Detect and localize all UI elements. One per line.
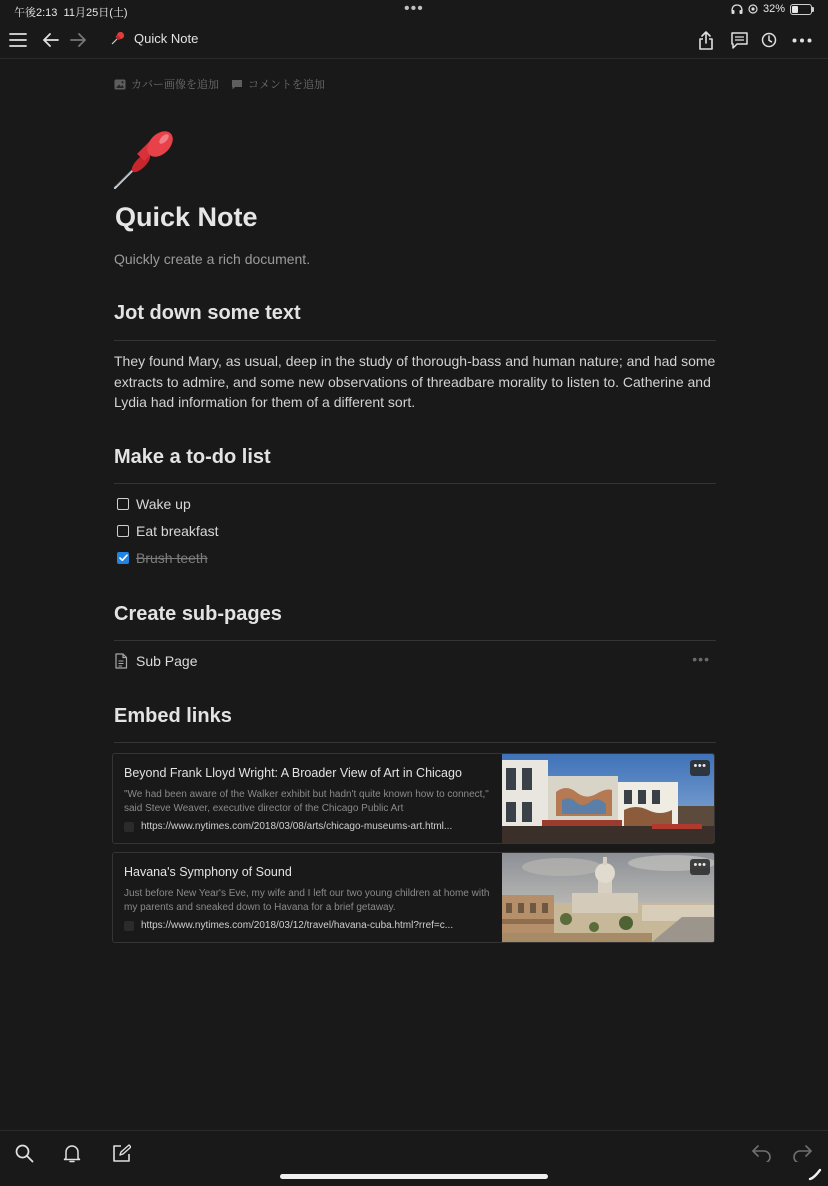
page-subtitle[interactable]: Quickly create a rich document. [114,251,311,267]
bookmark-url-row [124,821,494,832]
search-icon[interactable] [12,1141,36,1165]
favicon-icon [124,822,134,832]
todo-checkbox[interactable] [117,498,129,510]
status-bar [0,0,828,22]
location-lock-icon [748,4,758,14]
home-indicator[interactable] [280,1174,548,1179]
todo-item [117,523,219,539]
heading-todo-list[interactable]: Make a to-do list [114,446,271,468]
bottom-toolbar [0,1130,828,1186]
status-right [731,3,812,15]
sub-page-label: Sub Page [136,653,198,669]
comment-icon [231,79,243,90]
todo-item [117,496,191,512]
todo-checkbox-checked[interactable] [117,552,129,564]
bookmark-title: Beyond Frank Lloyd Wright: A Broader View of Art in Chicago [124,766,462,780]
page-title[interactable]: Quick Note [115,202,258,232]
bookmark-card[interactable] [112,753,715,844]
bookmark-url: https://www.nytimes.com/2018/03/12/travel/havana-cuba.html?rref=c... [141,920,454,931]
bookmark-url-row [124,920,494,931]
document-icon [114,653,128,669]
forward-arrow-icon[interactable] [66,28,90,52]
bookmark-thumbnail-havana [502,853,714,942]
pushpin-icon [110,30,126,46]
multitasking-dots-icon[interactable]: ••• [404,0,424,17]
checkmark-icon [119,554,128,562]
todo-label[interactable]: Wake up [136,496,191,512]
page-meta-actions [114,76,325,92]
bookmark-title: Havana's Symphony of Sound [124,865,292,879]
bookmark-description: Just before New Year's Eve, my wife and I left our two young children at home with my parents and sneaked down to Havana for a brief getaway. [124,888,490,913]
menu-icon[interactable] [6,28,30,52]
add-cover-button[interactable]: カバー画像を追加 [114,76,219,92]
pencil-handle-icon[interactable] [808,1167,822,1181]
bookmark-card[interactable] [112,852,715,943]
bell-icon[interactable] [60,1141,84,1165]
breadcrumb[interactable] [110,30,198,46]
status-time: 午後2:13 11月25日(土) [14,7,128,19]
top-toolbar [0,22,828,59]
heading-divider [114,483,716,484]
history-clock-icon[interactable] [757,28,781,52]
add-comment-button[interactable]: コメントを追加 [231,76,325,92]
sub-page-more-icon[interactable]: ••• [692,651,710,667]
back-arrow-icon[interactable] [39,28,63,52]
bookmark-description: "We had been aware of the Walker exhibit but hadn't quite known how to connect," said Steve Weaver, executive director of the Chicago Public Art [124,789,489,814]
bookmark-text [124,865,494,931]
todo-label[interactable]: Brush teeth [136,550,208,566]
text-paragraph[interactable]: They found Mary, as usual, deep in the study of thorough-bass and human nature; and had some extracts to admire, and some new observations of threadbare morality to listen to. Catherine and Lydia had information for them of a different sort. [114,353,716,410]
todo-label[interactable]: Eat breakfast [136,523,219,539]
heading-embed-links[interactable]: Embed links [114,705,232,727]
battery-percent: 32% [762,3,785,15]
heading-sub-pages[interactable]: Create sub-pages [114,603,282,625]
heading-divider [114,340,716,341]
favicon-icon [124,921,134,931]
bookmark-thumbnail-chicago [502,754,714,843]
heading-divider [114,640,716,641]
pushpin-icon[interactable] [112,122,182,192]
image-icon [114,79,126,90]
heading-jot-down-text[interactable]: Jot down some text [114,302,301,324]
headphones-icon [731,4,743,14]
bookmark-more-button[interactable]: ••• [690,760,710,776]
new-page-icon[interactable] [109,1141,133,1165]
bookmark-more-button[interactable]: ••• [690,859,710,875]
battery-icon [790,4,812,15]
sub-page-link[interactable] [114,650,716,672]
heading-divider [114,742,716,743]
breadcrumb-title: Quick Note [134,30,199,46]
comments-icon[interactable] [727,28,751,52]
bookmark-url: https://www.nytimes.com/2018/03/08/arts/chicago-museums-art.html... [141,821,453,832]
todo-checkbox[interactable] [117,525,129,537]
more-options-icon[interactable] [790,28,814,52]
undo-icon[interactable] [750,1141,774,1165]
redo-icon[interactable] [790,1141,814,1165]
share-icon[interactable] [694,28,718,52]
todo-item [117,550,208,566]
bookmark-text [124,766,494,832]
